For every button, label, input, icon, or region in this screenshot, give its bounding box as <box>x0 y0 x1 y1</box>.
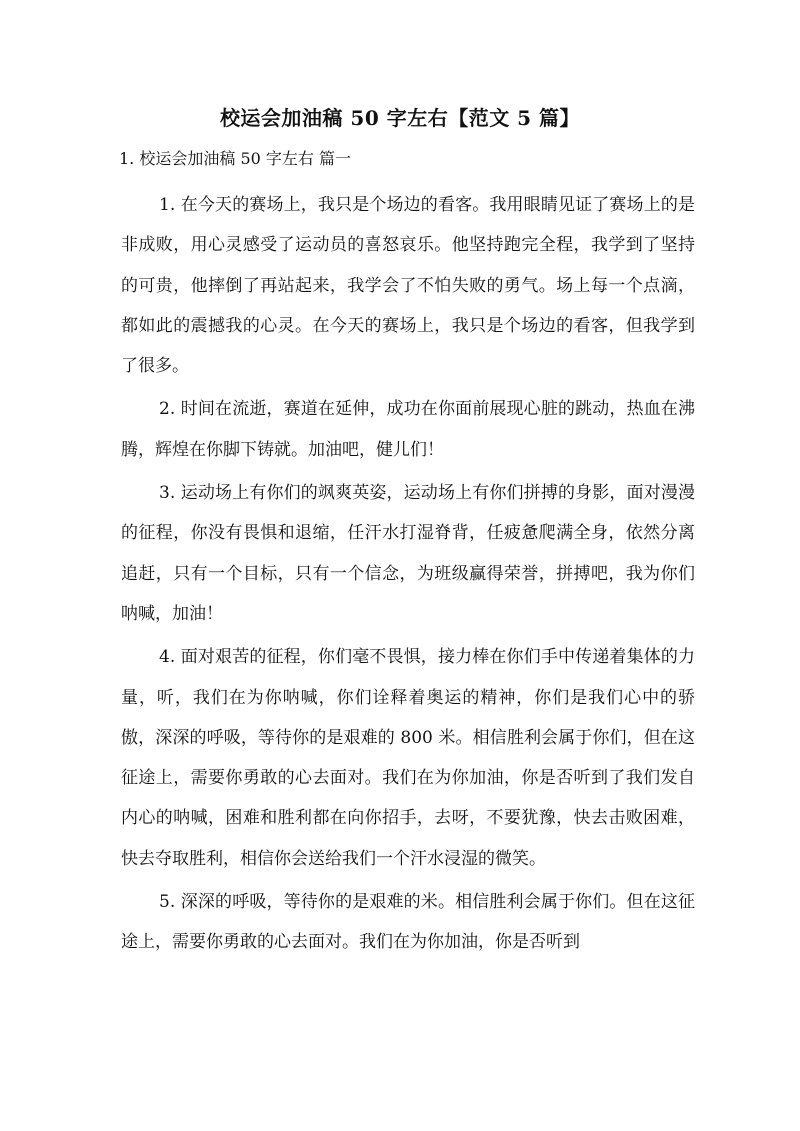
document-title: 校运会加油稿 50 字左右【范文 5 篇】 <box>219 106 581 130</box>
paragraph-3: 3. 运动场上有你们的飒爽英姿，运动场上有你们拼搏的身影，面对漫漫的征程，你没有畏惧和退缩，任汗水打湿脊背，任疲惫爬满全身，依然分离追赶，只有一个目标，只有一个信念，为班级赢得荣誉，拼搏吧，我为你们呐喊，加油！ <box>121 483 695 624</box>
section-heading: 1. 校运会加油稿 50 字左右 篇一 <box>119 149 351 168</box>
paragraph-1: 1. 在今天的赛场上，我只是个场边的看客。我用眼睛见证了赛场上的是非成败，用心灵感受了运动员的喜怒哀乐。他坚持跑完全程，我学到了坚持的可贵，他摔倒了再站起来，我学会了不怕失败的勇气。场上每一个点滴，都如此的震撼我的心灵。在今天的赛场上，我只是个场边的看客，但我学到了很多。 <box>121 195 695 377</box>
document-body <box>121 185 695 963</box>
paragraph-5: 5. 深深的呼吸，等待你的是艰难的米。相信胜利会属于你们。但在这征途上，需要你勇敢的心去面对。我们在为你加油，你是否听到 <box>121 892 695 953</box>
paragraph-4: 4. 面对艰苦的征程，你们毫不畏惧，接力棒在你们手中传递着集体的力量，听，我们在为你呐喊，你们诠释着奥运的精神，你们是我们心中的骄傲，深深的呼吸，等待你的是艰难的 800 米。相信胜利会属于你们，但在这征途上，需要你勇敢的心去面对。我们在为你加油，你是否听到了我们发自内心的呐喊，困难和胜利都在向你招手，去呀，不要犹豫，快去击败困难，快去夺取胜利，相信你会送给我们一个汗水浸湿的微笑。 <box>121 647 695 869</box>
paragraph-2: 2. 时间在流逝，赛道在延伸，成功在你面前展现心脏的跳动，热血在沸腾，辉煌在你脚下铸就。加油吧，健儿们！ <box>121 399 695 460</box>
